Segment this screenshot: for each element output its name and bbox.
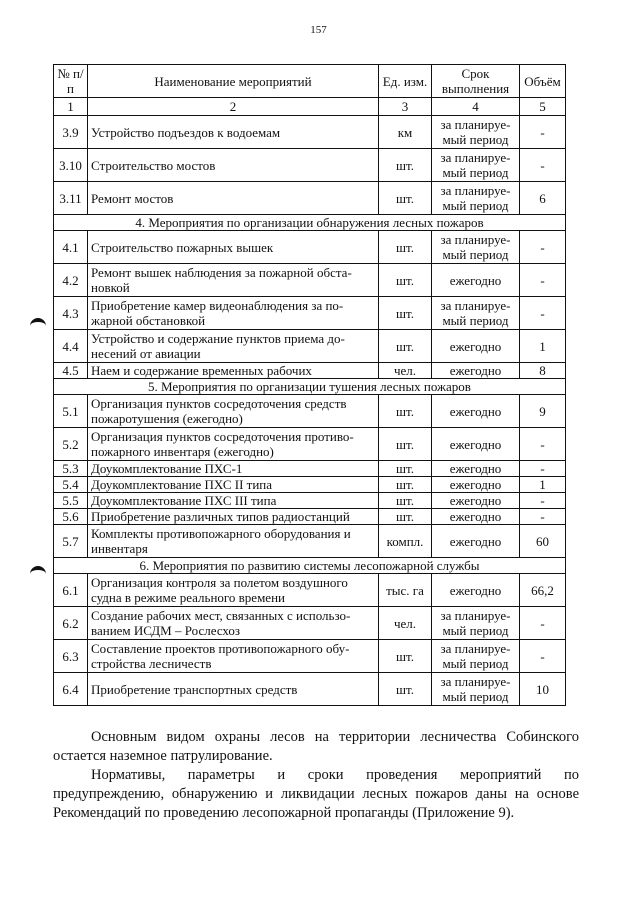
table-row bbox=[54, 493, 566, 509]
volume: 6 bbox=[520, 182, 566, 215]
volume: 60 bbox=[520, 525, 566, 558]
row-number: 4.4 bbox=[54, 330, 88, 363]
column-numbers-row bbox=[54, 98, 566, 116]
unit: шт. bbox=[379, 297, 432, 330]
table-row bbox=[54, 182, 566, 215]
row-number: 6.1 bbox=[54, 574, 88, 607]
section-row bbox=[54, 558, 566, 574]
table-row bbox=[54, 363, 566, 379]
paragraph-patrol: Основным видом охраны лесов на территории лесничества Собинского остается наземное патрулирование. bbox=[53, 729, 579, 764]
volume: 1 bbox=[520, 330, 566, 363]
table-row bbox=[54, 297, 566, 330]
table-row bbox=[54, 428, 566, 461]
unit: шт. bbox=[379, 477, 432, 493]
term: за планируе-мый период bbox=[432, 607, 520, 640]
unit: шт. bbox=[379, 231, 432, 264]
term: ежегодно bbox=[432, 574, 520, 607]
volume: 8 bbox=[520, 363, 566, 379]
unit: чел. bbox=[379, 607, 432, 640]
volume: 9 bbox=[520, 395, 566, 428]
term: ежегодно bbox=[432, 525, 520, 558]
column-number: 5 bbox=[520, 98, 566, 116]
unit: шт. bbox=[379, 428, 432, 461]
term: ежегодно bbox=[432, 477, 520, 493]
table-row bbox=[54, 477, 566, 493]
term: ежегодно bbox=[432, 461, 520, 477]
table-body bbox=[54, 116, 566, 706]
volume: - bbox=[520, 509, 566, 525]
measure-name: Наем и содержание временных рабочих bbox=[88, 363, 379, 379]
measure-name: Доукомплектование ПХС III типа bbox=[88, 493, 379, 509]
volume: - bbox=[520, 231, 566, 264]
measure-name: Устройство подъездов к водоемам bbox=[88, 116, 379, 149]
volume: 1 bbox=[520, 477, 566, 493]
volume: - bbox=[520, 264, 566, 297]
table-row bbox=[54, 231, 566, 264]
row-number: 5.5 bbox=[54, 493, 88, 509]
table-header-row bbox=[54, 65, 566, 98]
measure-name: Организация контроля за полетом воздушного судна в режиме реального времени bbox=[88, 574, 379, 607]
measure-name: Устройство и содержание пунктов приема до-несений от авиации bbox=[88, 330, 379, 363]
table-row bbox=[54, 116, 566, 149]
measure-name: Приобретение различных типов радиостанций bbox=[88, 509, 379, 525]
measure-name: Организация пунктов сосредоточения противо-пожарного инвентаря (ежегодно) bbox=[88, 428, 379, 461]
row-number: 5.7 bbox=[54, 525, 88, 558]
unit: шт. bbox=[379, 395, 432, 428]
unit: шт. bbox=[379, 461, 432, 477]
unit: компл. bbox=[379, 525, 432, 558]
term: ежегодно bbox=[432, 509, 520, 525]
row-number: 5.1 bbox=[54, 395, 88, 428]
section-row bbox=[54, 215, 566, 231]
measure-name: Приобретение транспортных средств bbox=[88, 673, 379, 706]
volume: - bbox=[520, 116, 566, 149]
table-row bbox=[54, 525, 566, 558]
unit: шт. bbox=[379, 493, 432, 509]
row-number: 5.4 bbox=[54, 477, 88, 493]
table-row bbox=[54, 461, 566, 477]
row-number: 4.2 bbox=[54, 264, 88, 297]
term: ежегодно bbox=[432, 395, 520, 428]
table-row bbox=[54, 607, 566, 640]
row-number: 6.4 bbox=[54, 673, 88, 706]
table-row bbox=[54, 509, 566, 525]
measure-name: Ремонт мостов bbox=[88, 182, 379, 215]
column-number: 1 bbox=[54, 98, 88, 116]
column-number: 3 bbox=[379, 98, 432, 116]
term: ежегодно bbox=[432, 330, 520, 363]
unit: шт. bbox=[379, 330, 432, 363]
table-row bbox=[54, 330, 566, 363]
section-title: 5. Мероприятия по организации тушения лесных пожаров bbox=[54, 379, 566, 395]
term: ежегодно bbox=[432, 428, 520, 461]
volume: - bbox=[520, 297, 566, 330]
unit: шт. bbox=[379, 264, 432, 297]
header-unit: Ед. изм. bbox=[379, 65, 432, 98]
measure-name: Строительство пожарных вышек bbox=[88, 231, 379, 264]
row-number: 3.10 bbox=[54, 149, 88, 182]
measure-name: Приобретение камер видеонаблюдения за по-жарной обстановкой bbox=[88, 297, 379, 330]
paragraph-norms: Нормативы, параметры и сроки проведения мероприятий по предупреждению, обнаружению и ликвидации лесных пожаров даны на основе Рекомендаций по проведению лесопожарной пропаганды (Приложение 9). bbox=[53, 767, 579, 821]
table-row bbox=[54, 264, 566, 297]
header-num: № п/п bbox=[54, 65, 88, 98]
unit: чел. bbox=[379, 363, 432, 379]
margin-binding-mark bbox=[30, 318, 46, 330]
measure-name: Комплекты противопожарного оборудования и инвентаря bbox=[88, 525, 379, 558]
section-row bbox=[54, 379, 566, 395]
measure-name: Ремонт вышек наблюдения за пожарной обста-новкой bbox=[88, 264, 379, 297]
row-number: 5.3 bbox=[54, 461, 88, 477]
row-number: 3.9 bbox=[54, 116, 88, 149]
row-number: 4.3 bbox=[54, 297, 88, 330]
volume: - bbox=[520, 607, 566, 640]
header-volume: Объём bbox=[520, 65, 566, 98]
page-number: 157 bbox=[310, 24, 327, 36]
section-title: 6. Мероприятия по развитию системы лесопожарной службы bbox=[54, 558, 566, 574]
column-number: 2 bbox=[88, 98, 379, 116]
volume: 10 bbox=[520, 673, 566, 706]
unit: км bbox=[379, 116, 432, 149]
term: ежегодно bbox=[432, 363, 520, 379]
row-number: 6.3 bbox=[54, 640, 88, 673]
header-name: Наименование мероприятий bbox=[88, 65, 379, 98]
table-row bbox=[54, 640, 566, 673]
term: ежегодно bbox=[432, 264, 520, 297]
row-number: 3.11 bbox=[54, 182, 88, 215]
table-row bbox=[54, 149, 566, 182]
measure-name: Составление проектов противопожарного обу-стройства лесничеств bbox=[88, 640, 379, 673]
unit: шт. bbox=[379, 673, 432, 706]
row-number: 4.5 bbox=[54, 363, 88, 379]
term: за планируе-мый период bbox=[432, 673, 520, 706]
table-row bbox=[54, 673, 566, 706]
term: за планируе-мый период bbox=[432, 182, 520, 215]
unit: шт. bbox=[379, 640, 432, 673]
measure-name: Создание рабочих мест, связанных с использо-ванием ИСДМ – Рослесхоз bbox=[88, 607, 379, 640]
table-row bbox=[54, 395, 566, 428]
term: ежегодно bbox=[432, 493, 520, 509]
row-number: 6.2 bbox=[54, 607, 88, 640]
measure-name: Организация пунктов сосредоточения средств пожаротушения (ежегодно) bbox=[88, 395, 379, 428]
volume: - bbox=[520, 461, 566, 477]
unit: тыс. га bbox=[379, 574, 432, 607]
volume: - bbox=[520, 428, 566, 461]
measure-name: Доукомплектование ПХС II типа bbox=[88, 477, 379, 493]
term: за планируе-мый период bbox=[432, 231, 520, 264]
row-number: 4.1 bbox=[54, 231, 88, 264]
volume: - bbox=[520, 149, 566, 182]
volume: - bbox=[520, 493, 566, 509]
term: за планируе-мый период bbox=[432, 297, 520, 330]
section-title: 4. Мероприятия по организации обнаружения лесных пожаров bbox=[54, 215, 566, 231]
term: за планируе-мый период bbox=[432, 116, 520, 149]
row-number: 5.2 bbox=[54, 428, 88, 461]
volume: 66,2 bbox=[520, 574, 566, 607]
margin-binding-mark bbox=[30, 566, 46, 578]
unit: шт. bbox=[379, 509, 432, 525]
unit: шт. bbox=[379, 182, 432, 215]
column-number: 4 bbox=[432, 98, 520, 116]
table-row bbox=[54, 574, 566, 607]
unit: шт. bbox=[379, 149, 432, 182]
term: за планируе-мый период bbox=[432, 149, 520, 182]
header-term: Срок выполнения bbox=[432, 65, 520, 98]
measure-name: Доукомплектование ПХС-1 bbox=[88, 461, 379, 477]
row-number: 5.6 bbox=[54, 509, 88, 525]
measure-name: Строительство мостов bbox=[88, 149, 379, 182]
fire-measures-table bbox=[53, 64, 566, 706]
volume: - bbox=[520, 640, 566, 673]
term: за планируе-мый период bbox=[432, 640, 520, 673]
